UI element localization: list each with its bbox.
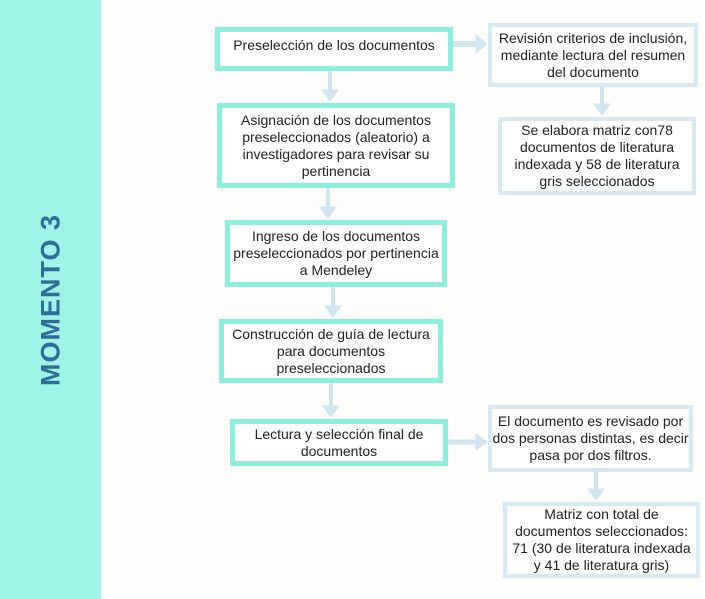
arrow-down-icon [323, 383, 339, 417]
note-inclusion-criteria: Revisión criterios de inclusión, mediante lectura del resumen del documento [488, 23, 698, 87]
step-assignment: Asignación de los documentos preseleccionados (aleatorio) a investigadores para revisar su pertinencia [217, 103, 455, 188]
arrow-down-icon [588, 472, 604, 500]
arrow-down-icon [594, 87, 610, 115]
note-double-review: El documento es revisado por dos personas distintas, es decir pasa por dos filtros. [488, 405, 693, 472]
arrow-right-icon [448, 434, 487, 450]
side-panel [0, 0, 101, 599]
arrow-right-icon [453, 35, 487, 53]
note-matrix-initial: Se elabora matriz con78 documentos de literatura indexada y 58 de literatura gris seleccionados [498, 117, 696, 195]
note-matrix-final: Matriz con total de documentos seleccionados: 71 (30 de literatura indexada y 41 de literatura gris) [503, 502, 700, 578]
step-preselection: Preselección de los documentos [215, 27, 453, 71]
step-reading-guide: Construcción de guía de lectura para documentos preseleccionados [219, 319, 443, 383]
arrow-down-icon [325, 287, 341, 317]
step-mendeley: Ingreso de los documentos preseleccionados por pertinencia a Mendeley [225, 220, 447, 287]
moment-label: MOMENTO 3 [35, 213, 65, 387]
arrow-down-icon [320, 188, 336, 218]
arrow-down-icon [322, 71, 338, 101]
step-final-selection: Lectura y selección final de documentos [230, 419, 448, 466]
